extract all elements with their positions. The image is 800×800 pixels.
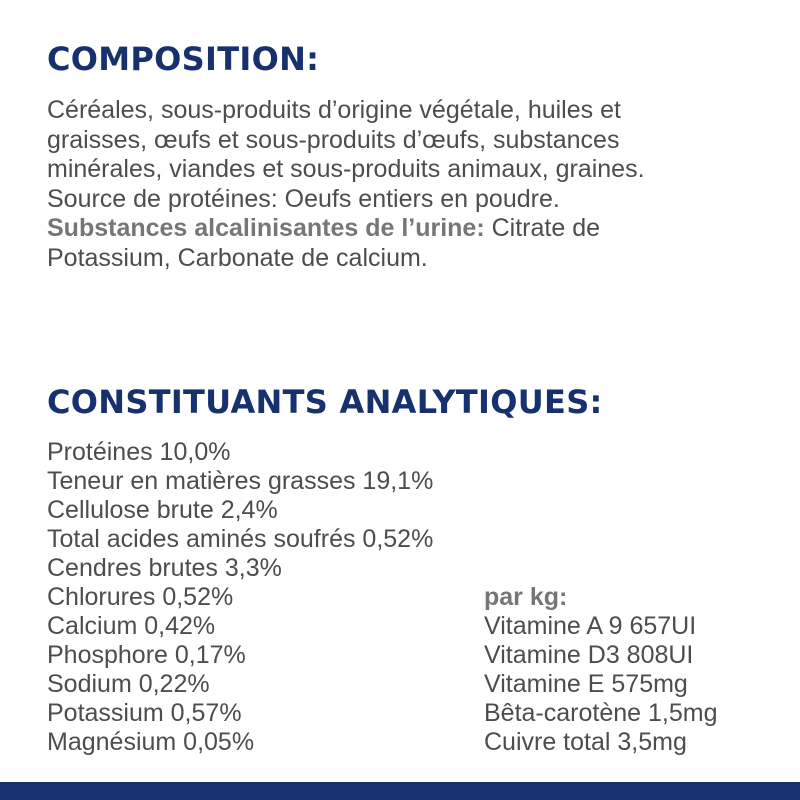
list-item: Protéines 10,0% <box>47 438 231 466</box>
list-item: Vitamine A 9 657UI <box>484 612 697 640</box>
composition-line: Céréales, sous-produits d’origine végétale, huiles et <box>47 96 621 124</box>
composition-line: minérales, viandes et sous-produits animaux, graines. <box>47 155 645 183</box>
list-item: Vitamine E 575mg <box>484 670 688 698</box>
list-item: Teneur en matières grasses 19,1% <box>47 467 434 495</box>
list-item: Cuivre total 3,5mg <box>484 728 687 756</box>
list-item: Sodium 0,22% <box>47 670 210 698</box>
list-item: Total acides aminés soufrés 0,52% <box>47 525 434 553</box>
list-item: Calcium 0,42% <box>47 612 216 640</box>
list-item: Magnésium 0,05% <box>47 728 255 756</box>
list-item: Cellulose brute 2,4% <box>47 496 278 524</box>
list-item: Potassium 0,57% <box>47 699 242 727</box>
list-item: Chlorures 0,52% <box>47 583 234 611</box>
alkalinizing-text: Potassium, Carbonate de calcium. <box>47 243 428 272</box>
constituents-list <box>47 438 433 757</box>
composition-text <box>47 96 777 273</box>
list-item: Vitamine D3 808UI <box>484 641 694 669</box>
alkalinizing-label: Substances alcalinisantes de l’urine: <box>47 214 485 242</box>
per-kg-title: par kg: <box>484 583 568 611</box>
composition-line: graisses, œufs et sous-produits d’œufs, substances <box>47 125 620 154</box>
composition-line: Source de protéines: Oeufs entiers en poudre. <box>47 184 560 213</box>
alkalinizing-text: Citrate de <box>484 214 601 242</box>
bottom-bar <box>0 782 800 800</box>
list-item: Cendres brutes 3,3% <box>47 554 282 582</box>
list-item: Phosphore 0,17% <box>47 641 246 669</box>
per-kg-list <box>484 583 717 757</box>
composition-heading: COMPOSITION: <box>47 40 320 78</box>
analytical-constituents-heading: CONSTITUANTS ANALYTIQUES: <box>47 383 603 421</box>
list-item: Bêta-carotène 1,5mg <box>484 699 718 727</box>
